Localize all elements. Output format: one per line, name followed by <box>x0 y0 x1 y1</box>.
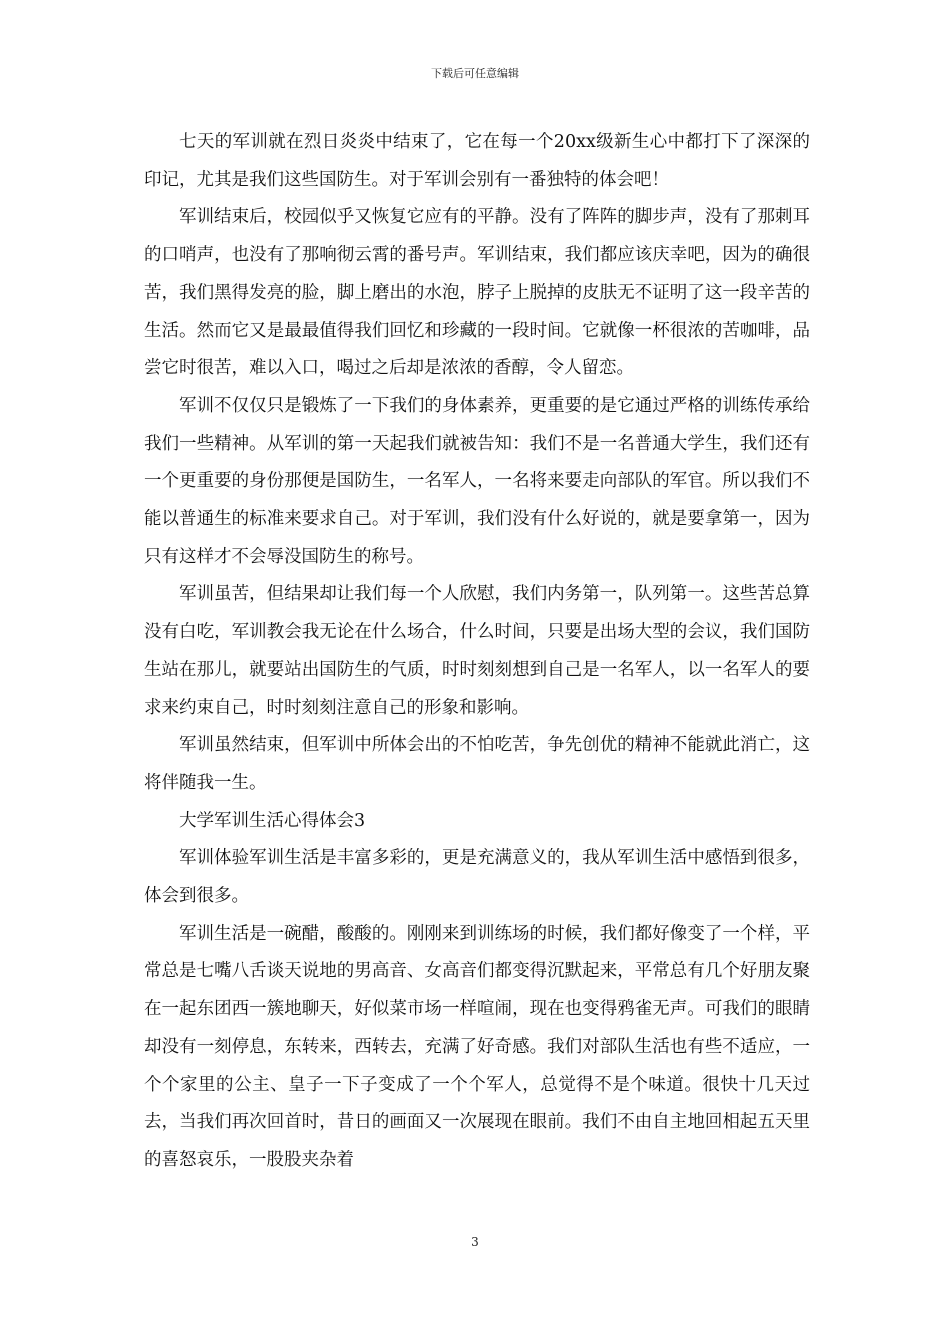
section-heading: 大学军训生活心得体会3 <box>179 810 366 831</box>
paragraph: 七天的军训就在烈日炎炎中结束了，它在每一个20xx级新生心中都打下了深深的印记，尤其是我们这些国防生。对于军训会别有一番独特的体会吧！ <box>144 132 810 190</box>
paragraph: 军训结束后，校园似乎又恢复它应有的平静。没有了阵阵的脚步声，没有了那刺耳的口哨声，也没有了那响彻云霄的番号声。军训结束，我们都应该庆幸吧，因为的确很苦，我们黑得发亮的脸，脚上磨出的水泡，脖子上脱掉的皮肤无不证明了这一段辛苦的生活。然而它又是最最值得我们回忆和珍藏的一段时间。它就像一杯很浓的苦咖啡，品尝它时很苦，难以入口，喝过之后却是浓浓的香醇，令人留恋。 <box>144 207 810 379</box>
paragraph: 军训体验军训生活是丰富多彩的，更是充满意义的，我从军训生活中感悟到很多，体会到很多。 <box>144 848 810 907</box>
paragraph: 军训虽然结束，但军训中所体会出的不怕吃苦，争先创优的精神不能就此消亡，这将伴随我一生。 <box>144 735 810 793</box>
paragraph: 军训生活是一碗醋，酸酸的。刚刚来到训练场的时候，我们都好像变了一个样，平常总是七嘴八舌谈天说地的男高音、女高音们都变得沉默起来，平常总有几个好朋友聚在一起东团西一簇地聊天，好似菜市场一样喧闹，现在也变得鸦雀无声。可我们的眼睛却没有一刻停息，东转来，西转去，充满了好奇感。我们对部队生活也有些不适应，一个个家里的公主、皇子一下子变成了一个个军人，总觉得不是个味道。很快十几天过去，当我们再次回首时，昔日的画面又一次展现在眼前。我们不由自主地回相起五天里的喜怒哀乐，一股股夹杂着 <box>144 923 810 1170</box>
document-body <box>144 124 810 1180</box>
page-header: 下载后可任意编辑 <box>431 67 519 80</box>
page-number: 3 <box>471 1235 479 1249</box>
paragraph: 军训虽苦，但结果却让我们每一个人欣慰，我们内务第一，队列第一。这些苦总算没有白吃，军训教会我无论在什么场合，什么时间，只要是出场大型的会议，我们国防生站在那儿，就要站出国防生的气质，时时刻刻想到自己是一名军人，以一名军人的要求来约束自己，时时刻刻注意自己的形象和影响。 <box>144 584 810 718</box>
paragraph: 军训不仅仅只是锻炼了一下我们的身体素养，更重要的是它通过严格的训练传承给我们一些精神。从军训的第一天起我们就被告知：我们不是一名普通大学生，我们还有一个更重要的身份那便是国防生，一名军人，一名将来要走向部队的军官。所以我们不能以普通生的标准来要求自己。对于军训，我们没有什么好说的，就是要拿第一，因为只有这样才不会辱没国防生的称号。 <box>144 395 810 567</box>
